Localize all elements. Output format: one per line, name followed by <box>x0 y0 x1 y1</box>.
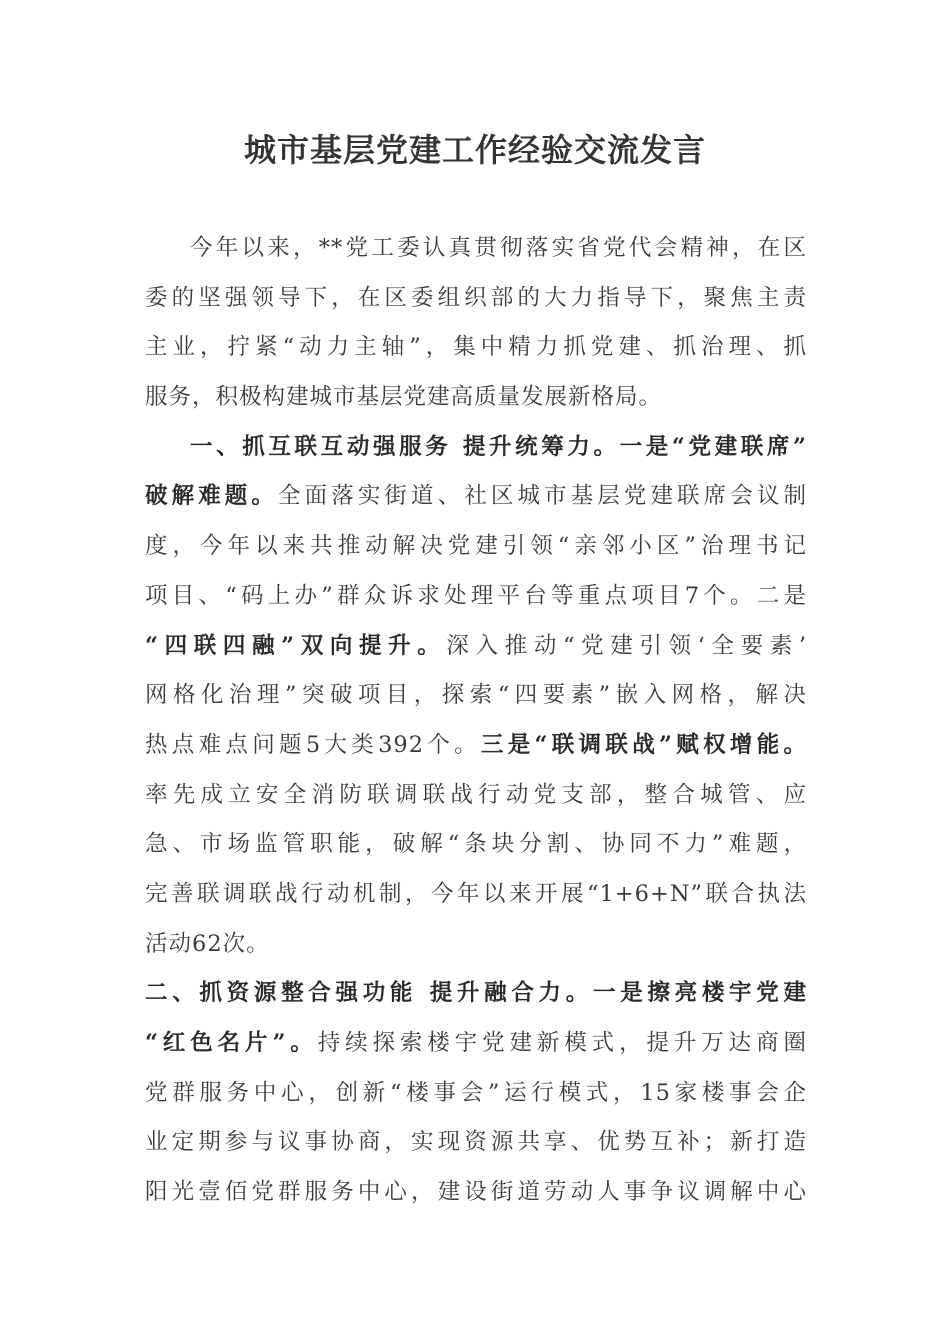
section-subheading: 破解难题。 <box>145 483 279 510</box>
section-line: 活动62次。 <box>145 930 270 957</box>
section-heading: 二、抓资源整合强功能 提升融合力。 <box>145 980 593 1007</box>
section-line <box>145 622 807 672</box>
section-line <box>145 969 807 1019</box>
section-line <box>145 423 807 473</box>
paragraph-line: 今年以来，**党工委认真贯彻落实省党代会精神，在区 <box>190 235 807 261</box>
section-line: 党群服务中心，创新“楼事会”运行模式，15家楼事会企 <box>145 1079 807 1106</box>
section-subheading: 三是“联调联战”赋权增能。 <box>480 731 807 758</box>
section-line: 度，今年以来共推动解决党建引领“亲邻小区”治理书记 <box>145 533 807 560</box>
section-line: 完善联调联战行动机制，今年以来开展“1+6+N”联合执法 <box>145 880 807 907</box>
section-heading: 一、抓互联互动强服务 提升统筹力。 <box>190 433 620 460</box>
section-subheading: 一是“党建联席” <box>619 433 807 460</box>
section-line: 网格化治理”突破项目，探索“四要素”嵌入网格，解决 <box>145 682 807 709</box>
section-text: 深入推动“党建引领‘全要素’ <box>446 632 807 659</box>
section-subheading: “四联四融”双向提升。 <box>145 632 447 659</box>
document-title: 城市基层党建工作经验交流发言 <box>243 131 706 169</box>
section-line: 项目、“码上办”群众诉求处理平台等重点项目7个。二是 <box>145 582 807 609</box>
section-subheading: 一是擦亮楼宇党建 <box>592 980 807 1007</box>
section-line: 阳光壹佰党群服务中心，建设街道劳动人事争议调解中心 <box>145 1179 807 1206</box>
section-text: 热点难点问题5大类392个。 <box>145 731 481 758</box>
paragraph-line: 服务，积极构建城市基层党建高质量发展新格局。 <box>145 384 663 411</box>
section-text: 持续探索楼宇党建新模式，提升万达商圈 <box>317 1030 807 1056</box>
section-line <box>145 721 807 771</box>
section-line: 业定期参与议事协商，实现资源共享、优势互补；新打造 <box>145 1129 807 1156</box>
document-body <box>145 224 807 1218</box>
paragraph-line: 委的坚强领导下，在区委组织部的大力指导下，聚焦主责 <box>145 284 807 311</box>
section-subheading: “红色名片”。 <box>145 1030 318 1056</box>
section-line: 率先成立安全消防联调联战行动党支部，整合城管、应 <box>145 781 807 808</box>
section-line <box>145 472 807 522</box>
paragraph-line: 主业，拧紧“动力主轴”，集中精力抓党建、抓治理、抓 <box>145 334 807 361</box>
section-text: 全面落实街道、社区城市基层党建联席会议制 <box>278 483 807 510</box>
section-line <box>145 1019 807 1069</box>
section-line: 急、市场监管职能，破解“条块分割、协同不力”难题， <box>145 831 807 858</box>
